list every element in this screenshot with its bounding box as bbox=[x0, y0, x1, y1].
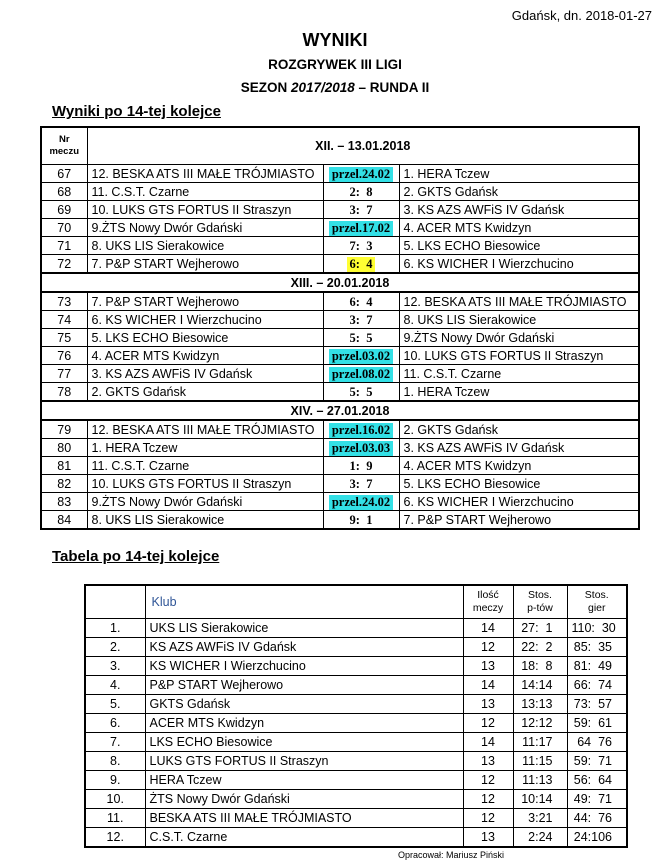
footer-author: Opracował: Mariusz Piński bbox=[398, 850, 505, 860]
match-number: 68 bbox=[41, 183, 87, 201]
match-row bbox=[41, 493, 639, 511]
round-label: XIII. – 20.01.2018 bbox=[41, 273, 639, 292]
games-ratio: 49: 71 bbox=[567, 790, 627, 809]
match-score: 1: 9 bbox=[349, 458, 373, 473]
matches-played: 14 bbox=[463, 676, 513, 695]
points-ratio: 11:17 bbox=[513, 733, 567, 752]
games-ratio: 81: 49 bbox=[567, 657, 627, 676]
match-number: 77 bbox=[41, 365, 87, 383]
points-ratio: 11:15 bbox=[513, 752, 567, 771]
points-ratio: 13:13 bbox=[513, 695, 567, 714]
match-row bbox=[41, 329, 639, 347]
home-team: 4. ACER MTS Kwidzyn bbox=[87, 347, 323, 365]
standings-row bbox=[85, 714, 627, 733]
match-number: 75 bbox=[41, 329, 87, 347]
away-team: 3. KS AZS AWFiS IV Gdańsk bbox=[399, 439, 639, 457]
home-team: 9.ŻTS Nowy Dwór Gdański bbox=[87, 493, 323, 511]
match-number: 84 bbox=[41, 511, 87, 530]
season-value: 2017/2018 bbox=[290, 80, 355, 95]
away-team: 11. C.S.T. Czarne bbox=[399, 365, 639, 383]
match-number: 81 bbox=[41, 457, 87, 475]
position: 10. bbox=[85, 790, 145, 809]
match-row bbox=[41, 292, 639, 311]
away-team: 2. GKTS Gdańsk bbox=[399, 420, 639, 439]
away-team: 7. P&P START Wejherowo bbox=[399, 511, 639, 530]
games-ratio: 64 76 bbox=[567, 733, 627, 752]
results-table bbox=[40, 126, 640, 530]
standings-row bbox=[85, 828, 627, 848]
games-ratio: 59: 61 bbox=[567, 714, 627, 733]
standings-row bbox=[85, 695, 627, 714]
match-score: przel.03.03 bbox=[329, 441, 393, 456]
games-ratio: 56: 64 bbox=[567, 771, 627, 790]
away-team: 3. KS AZS AWFiS IV Gdańsk bbox=[399, 201, 639, 219]
match-row bbox=[41, 201, 639, 219]
match-score: przel.08.02 bbox=[329, 367, 393, 382]
home-team: 3. KS AZS AWFiS IV Gdańsk bbox=[87, 365, 323, 383]
match-number: 67 bbox=[41, 165, 87, 183]
match-row bbox=[41, 383, 639, 402]
home-team: 8. UKS LIS Sierakowice bbox=[87, 511, 323, 530]
match-score: 5: 5 bbox=[349, 330, 373, 345]
matches-played: 14 bbox=[463, 733, 513, 752]
matches-played: 13 bbox=[463, 752, 513, 771]
home-team: 5. LKS ECHO Biesowice bbox=[87, 329, 323, 347]
match-score-cell bbox=[323, 383, 399, 402]
round-label: XII. – 13.01.2018 bbox=[87, 127, 639, 165]
games-ratio: 66: 74 bbox=[567, 676, 627, 695]
away-team: 4. ACER MTS Kwidzyn bbox=[399, 457, 639, 475]
away-team: 4. ACER MTS Kwidzyn bbox=[399, 219, 639, 237]
position: 1. bbox=[85, 619, 145, 638]
club-name: UKS LIS Sierakowice bbox=[145, 619, 463, 638]
standings-row bbox=[85, 638, 627, 657]
away-team: 6. KS WICHER I Wierzchucino bbox=[399, 493, 639, 511]
match-score-cell bbox=[323, 255, 399, 274]
match-score: 9: 1 bbox=[349, 512, 373, 527]
club-name: ŻTS Nowy Dwór Gdański bbox=[145, 790, 463, 809]
points-ratio: 10:14 bbox=[513, 790, 567, 809]
home-team: 8. UKS LIS Sierakowice bbox=[87, 237, 323, 255]
results-header-row bbox=[41, 127, 639, 165]
matches-header: Ilość meczy bbox=[463, 585, 513, 619]
away-team: 9.ŻTS Nowy Dwór Gdański bbox=[399, 329, 639, 347]
match-row bbox=[41, 420, 639, 439]
document-date: Gdańsk, dn. 2018-01-27 bbox=[511, 8, 652, 23]
match-row bbox=[41, 365, 639, 383]
match-score: przel.16.02 bbox=[329, 423, 393, 438]
club-header: Klub bbox=[145, 585, 463, 619]
home-team: 7. P&P START Wejherowo bbox=[87, 255, 323, 274]
matches-played: 12 bbox=[463, 638, 513, 657]
match-score: przel.03.02 bbox=[329, 349, 393, 364]
points-ratio: 12:12 bbox=[513, 714, 567, 733]
match-row bbox=[41, 219, 639, 237]
home-team: 12. BESKA ATS III MAŁE TRÓJMIASTO bbox=[87, 165, 323, 183]
standings-row bbox=[85, 771, 627, 790]
match-score: 3: 7 bbox=[349, 476, 373, 491]
results-heading: Wyniki po 14-tej kolejce bbox=[52, 103, 221, 120]
away-team: 1. HERA Tczew bbox=[399, 165, 639, 183]
home-team: 9.ŻTS Nowy Dwór Gdański bbox=[87, 219, 323, 237]
home-team: 10. LUKS GTS FORTUS II Straszyn bbox=[87, 201, 323, 219]
club-name: LKS ECHO Biesowice bbox=[145, 733, 463, 752]
round-header-row bbox=[41, 273, 639, 292]
position: 3. bbox=[85, 657, 145, 676]
match-score-cell bbox=[323, 165, 399, 183]
match-score: 2: 8 bbox=[349, 184, 373, 199]
match-score: przel.24.02 bbox=[329, 167, 393, 182]
match-row bbox=[41, 165, 639, 183]
home-team: 11. C.S.T. Czarne bbox=[87, 457, 323, 475]
home-team: 11. C.S.T. Czarne bbox=[87, 183, 323, 201]
match-score-cell bbox=[323, 347, 399, 365]
points-ratio: 14:14 bbox=[513, 676, 567, 695]
position: 5. bbox=[85, 695, 145, 714]
matches-played: 12 bbox=[463, 790, 513, 809]
position: 11. bbox=[85, 809, 145, 828]
club-name: ACER MTS Kwidzyn bbox=[145, 714, 463, 733]
match-score-cell bbox=[323, 311, 399, 329]
match-score-cell bbox=[323, 493, 399, 511]
standings-row bbox=[85, 790, 627, 809]
document-title: WYNIKI bbox=[302, 30, 368, 50]
matches-played: 13 bbox=[463, 657, 513, 676]
match-row bbox=[41, 311, 639, 329]
standings-row bbox=[85, 619, 627, 638]
position: 7. bbox=[85, 733, 145, 752]
match-number: 74 bbox=[41, 311, 87, 329]
matches-played: 14 bbox=[463, 619, 513, 638]
match-score-cell bbox=[323, 439, 399, 457]
games-ratio: 110: 30 bbox=[567, 619, 627, 638]
match-score-cell bbox=[323, 201, 399, 219]
away-team: 8. UKS LIS Sierakowice bbox=[399, 311, 639, 329]
matches-played: 12 bbox=[463, 809, 513, 828]
match-row bbox=[41, 347, 639, 365]
match-row bbox=[41, 511, 639, 530]
games-ratio: 73: 57 bbox=[567, 695, 627, 714]
match-number: 79 bbox=[41, 420, 87, 439]
match-score-cell bbox=[323, 365, 399, 383]
match-score-cell bbox=[323, 457, 399, 475]
points-ratio: 22: 2 bbox=[513, 638, 567, 657]
points-ratio: 11:13 bbox=[513, 771, 567, 790]
document-subtitle: ROZGRYWEK III LIGI bbox=[268, 57, 402, 72]
match-row bbox=[41, 237, 639, 255]
club-name: LUKS GTS FORTUS II Straszyn bbox=[145, 752, 463, 771]
points-ratio: 2:24 bbox=[513, 828, 567, 848]
standings-row bbox=[85, 752, 627, 771]
points-ratio: 3:21 bbox=[513, 809, 567, 828]
match-score-cell bbox=[323, 511, 399, 530]
matches-played: 13 bbox=[463, 828, 513, 848]
home-team: 10. LUKS GTS FORTUS II Straszyn bbox=[87, 475, 323, 493]
match-score: przel.24.02 bbox=[329, 495, 393, 510]
position: 4. bbox=[85, 676, 145, 695]
away-team: 2. GKTS Gdańsk bbox=[399, 183, 639, 201]
matches-played: 13 bbox=[463, 695, 513, 714]
match-number: 83 bbox=[41, 493, 87, 511]
season-suffix: – RUNDA II bbox=[354, 80, 430, 95]
match-number: 82 bbox=[41, 475, 87, 493]
match-row bbox=[41, 439, 639, 457]
match-score-cell bbox=[323, 475, 399, 493]
away-team: 1. HERA Tczew bbox=[399, 383, 639, 402]
match-score-cell bbox=[323, 237, 399, 255]
matches-played: 12 bbox=[463, 714, 513, 733]
match-number: 69 bbox=[41, 201, 87, 219]
home-team: 7. P&P START Wejherowo bbox=[87, 292, 323, 311]
position: 8. bbox=[85, 752, 145, 771]
away-team: 10. LUKS GTS FORTUS II Straszyn bbox=[399, 347, 639, 365]
match-row bbox=[41, 475, 639, 493]
standings-row bbox=[85, 676, 627, 695]
away-team: 12. BESKA ATS III MAŁE TRÓJMIASTO bbox=[399, 292, 639, 311]
match-row bbox=[41, 255, 639, 274]
away-team: 5. LKS ECHO Biesowice bbox=[399, 475, 639, 493]
match-score: 7: 3 bbox=[349, 238, 373, 253]
games-ratio: 24:106 bbox=[567, 828, 627, 848]
match-number: 80 bbox=[41, 439, 87, 457]
match-score-cell bbox=[323, 420, 399, 439]
club-name: KS WICHER I Wierzchucino bbox=[145, 657, 463, 676]
position-header bbox=[85, 585, 145, 619]
match-number-header: Nr meczu bbox=[41, 127, 87, 165]
match-number: 76 bbox=[41, 347, 87, 365]
match-score-cell bbox=[323, 183, 399, 201]
position: 2. bbox=[85, 638, 145, 657]
games-ratio: 85: 35 bbox=[567, 638, 627, 657]
match-score: 6: 4 bbox=[347, 257, 376, 272]
club-name: KS AZS AWFiS IV Gdańsk bbox=[145, 638, 463, 657]
match-score: przel.17.02 bbox=[329, 221, 393, 236]
home-team: 6. KS WICHER I Wierzchucino bbox=[87, 311, 323, 329]
standings-header-row bbox=[85, 585, 627, 619]
match-row bbox=[41, 457, 639, 475]
home-team: 1. HERA Tczew bbox=[87, 439, 323, 457]
position: 12. bbox=[85, 828, 145, 848]
club-name: BESKA ATS III MAŁE TRÓJMIASTO bbox=[145, 809, 463, 828]
position: 6. bbox=[85, 714, 145, 733]
match-row bbox=[41, 183, 639, 201]
match-score-cell bbox=[323, 329, 399, 347]
home-team: 12. BESKA ATS III MAŁE TRÓJMIASTO bbox=[87, 420, 323, 439]
position: 9. bbox=[85, 771, 145, 790]
club-name: C.S.T. Czarne bbox=[145, 828, 463, 848]
match-number: 73 bbox=[41, 292, 87, 311]
points-ratio: 27: 1 bbox=[513, 619, 567, 638]
home-team: 2. GKTS Gdańsk bbox=[87, 383, 323, 402]
club-name: HERA Tczew bbox=[145, 771, 463, 790]
round-label: XIV. – 27.01.2018 bbox=[41, 401, 639, 420]
standings-heading: Tabela po 14-tej kolejce bbox=[52, 548, 220, 565]
season-prefix: SEZON bbox=[240, 80, 291, 95]
standings-row bbox=[85, 733, 627, 752]
match-number: 71 bbox=[41, 237, 87, 255]
points-ratio: 18: 8 bbox=[513, 657, 567, 676]
match-score: 5: 5 bbox=[349, 384, 373, 399]
matches-played: 12 bbox=[463, 771, 513, 790]
away-team: 6. KS WICHER I Wierzchucino bbox=[399, 255, 639, 274]
standings-row bbox=[85, 809, 627, 828]
away-team: 5. LKS ECHO Biesowice bbox=[399, 237, 639, 255]
games-header: Stos. gier bbox=[567, 585, 627, 619]
round-header-row bbox=[41, 401, 639, 420]
standings-row bbox=[85, 657, 627, 676]
games-ratio: 44: 76 bbox=[567, 809, 627, 828]
match-score: 3: 7 bbox=[349, 312, 373, 327]
match-score-cell bbox=[323, 292, 399, 311]
points-header: Stos. p-tów bbox=[513, 585, 567, 619]
match-number: 72 bbox=[41, 255, 87, 274]
season-line bbox=[0, 80, 670, 95]
club-name: P&P START Wejherowo bbox=[145, 676, 463, 695]
match-number: 78 bbox=[41, 383, 87, 402]
games-ratio: 59: 71 bbox=[567, 752, 627, 771]
match-number: 70 bbox=[41, 219, 87, 237]
match-score-cell bbox=[323, 219, 399, 237]
match-score: 3: 7 bbox=[349, 202, 373, 217]
club-name: GKTS Gdańsk bbox=[145, 695, 463, 714]
match-score: 6: 4 bbox=[349, 294, 373, 309]
standings-table bbox=[84, 584, 628, 848]
